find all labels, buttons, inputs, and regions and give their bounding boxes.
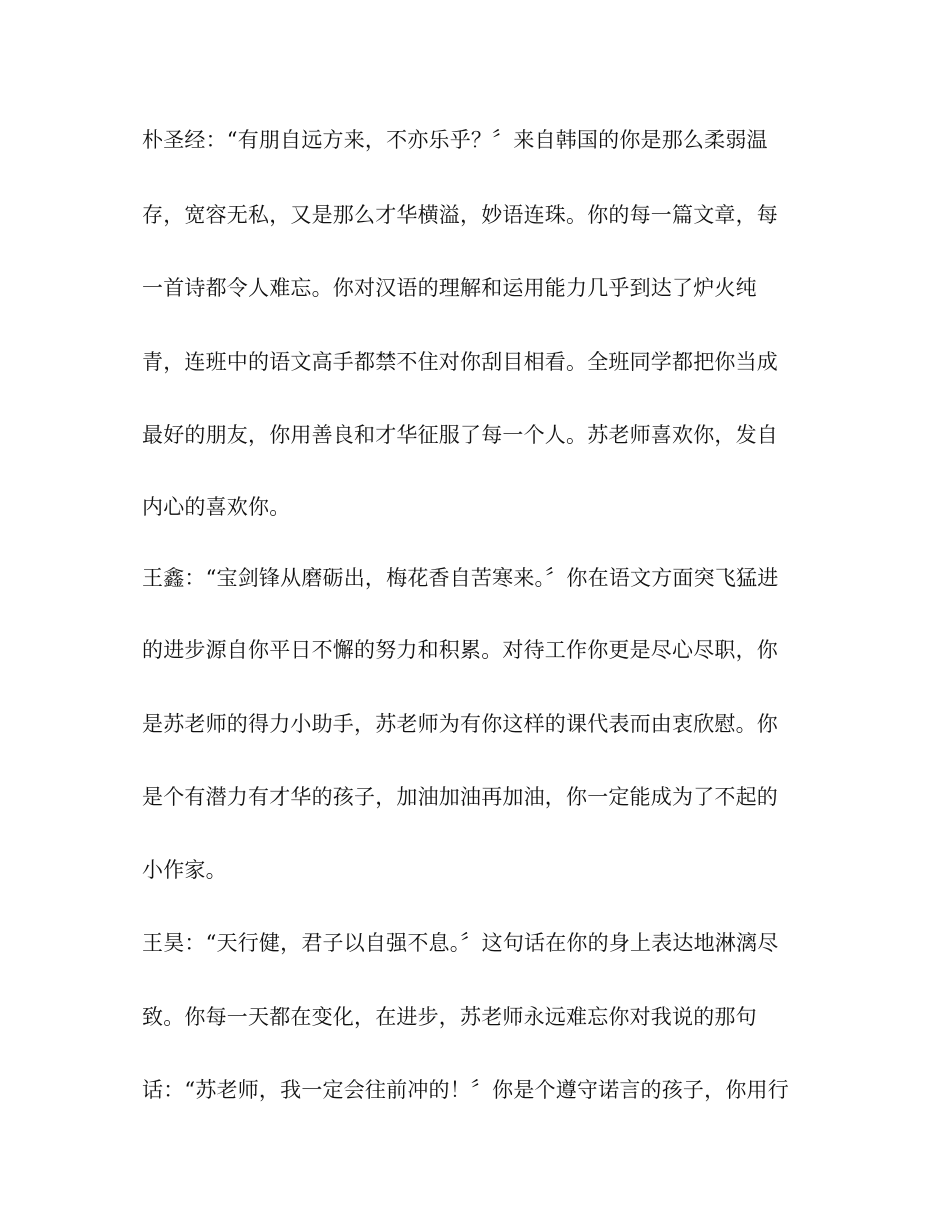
text-line: 一首诗都令人难忘。你对汉语的理解和运用能力几乎到达了炉火纯 [142,276,757,300]
text-line: 是个有潜力有才华的孩子，加油加油再加油，你一定能成为了不起的 [142,785,778,809]
text-line: 话：“苏老师，我一定会往前冲的！〞你是个遵守诺言的孩子，你用行 [142,1078,789,1102]
text-line: 小作家。 [142,858,227,882]
text-line: 青，连班中的语文高手都禁不住对你刮目相看。全班同学都把你当成 [142,350,778,374]
text-line: 内心的喜欢你。 [142,495,291,519]
text-line: 是苏老师的得力小助手，苏老师为有你这样的课代表而由衷欣慰。你 [142,712,778,736]
text-line: 王昊：“天行健，君子以自强不息。〞这句话在你的身上表达地淋漓尽 [142,931,779,955]
text-line: 最好的朋友，你用善良和才华征服了每一个人。苏老师喜欢你，发自 [142,423,778,447]
text-line: 的进步源自你平日不懈的努力和积累。对待工作你更是尽心尽职，你 [142,638,778,662]
text-line: 朴圣经：“有朋自远方来，不亦乐乎？〞来自韩国的你是那么柔弱温 [142,128,768,152]
text-line: 致。你每一天都在变化，在进步，苏老师永远难忘你对我说的那句 [142,1005,757,1029]
text-line: 存，宽容无私，又是那么才华横溢，妙语连珠。你的每一篇文章，每 [142,203,778,227]
text-line: 王鑫：“宝剑锋从磨砺出，梅花香自苦寒来。〞你在语文方面突飞猛进 [142,566,779,590]
